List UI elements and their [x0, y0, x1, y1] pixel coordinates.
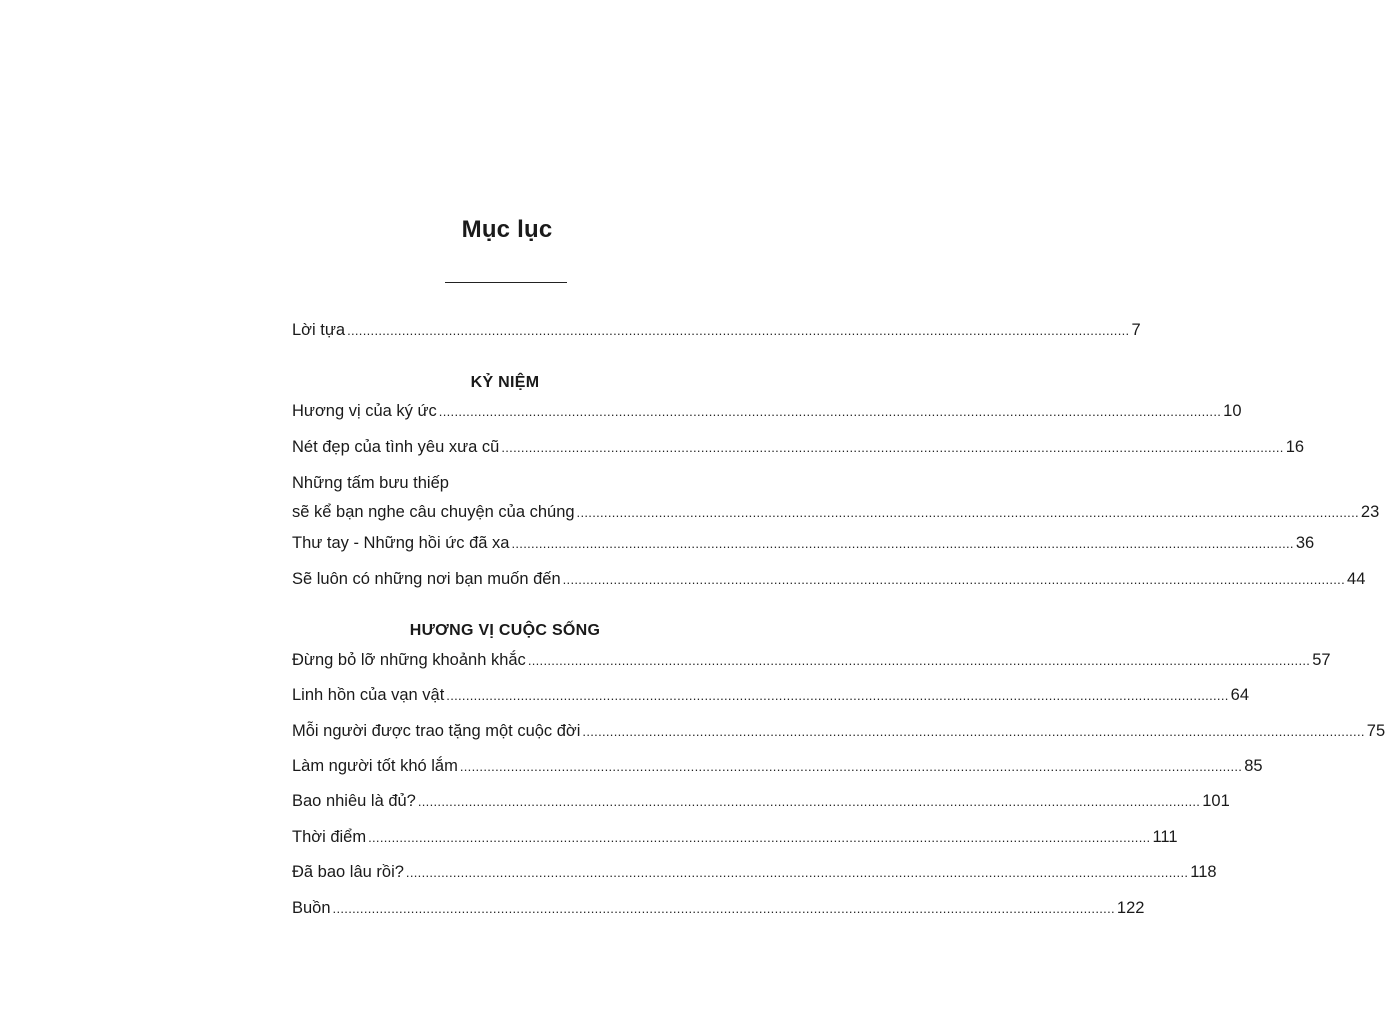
entry-label: Thư tay - Những hồi ức đã xa: [292, 534, 510, 552]
entry-label: Nét đẹp của tình yêu xưa cũ: [292, 438, 500, 456]
entry-label: Sẽ luôn có những nơi bạn muốn đến: [292, 570, 561, 588]
entry-label: Đã bao lâu rồi?: [292, 863, 404, 881]
dot-leader: ........................................................................................................................................................................................................: [368, 830, 1151, 845]
entry-page-number: 111: [1152, 828, 1178, 846]
dot-leader: ........................................................................................................................................................................................................: [459, 759, 1243, 774]
entry-label: Buồn: [292, 899, 331, 917]
entry-label: sẽ kể bạn nghe câu chuyện của chúng: [292, 503, 575, 521]
entry-label: Lời tựa: [292, 321, 346, 339]
dot-leader: ........................................................................................................................................................................................................: [347, 323, 1130, 338]
entry-page-number: 64: [1230, 686, 1250, 704]
entry-label: Linh hồn của vạn vật: [292, 686, 445, 704]
entry-label: Thời điểm: [292, 828, 367, 846]
toc-entry-preface[interactable]: [292, 320, 1141, 341]
toc-entry[interactable]: [292, 502, 1380, 523]
toc-entry[interactable]: [292, 756, 1263, 777]
entry-label-line1: Những tấm bưu thiếp: [292, 474, 449, 492]
toc-entry[interactable]: [292, 721, 1385, 742]
entry-page-number: 16: [1285, 438, 1305, 456]
toc-entry[interactable]: [292, 569, 1366, 590]
entry-label: Hương vị của ký ức: [292, 402, 437, 420]
dot-leader: ........................................................................................................................................................................................................: [527, 653, 1311, 668]
dot-leader: ........................................................................................................................................................................................................: [417, 794, 1201, 809]
entry-page-number: 118: [1190, 863, 1217, 881]
toc-entry[interactable]: [292, 437, 1305, 458]
dot-leader: ........................................................................................................................................................................................................: [511, 536, 1294, 551]
entry-page-number: 23: [1360, 503, 1380, 521]
entry-page-number: 75: [1366, 722, 1385, 740]
dot-leader: ........................................................................................................................................................................................................: [438, 404, 1222, 419]
entry-label: Mỗi người được trao tặng một cuộc đời: [292, 722, 581, 740]
toc-entry[interactable]: [292, 862, 1217, 883]
section-heading: HƯƠNG VỊ CUỘC SỐNG: [409, 622, 601, 639]
dot-leader: ........................................................................................................................................................................................................: [562, 572, 1346, 587]
dot-leader: ........................................................................................................................................................................................................: [501, 440, 1284, 455]
entry-page-number: 57: [1312, 651, 1331, 669]
toc-entry[interactable]: [292, 898, 1145, 919]
entry-label: Đừng bỏ lỡ những khoảnh khắc: [292, 651, 526, 669]
entry-page-number: 7: [1131, 321, 1141, 339]
entry-page-number: 85: [1244, 757, 1263, 775]
entry-label: Bao nhiêu là đủ?: [292, 792, 416, 810]
dot-leader: ........................................................................................................................................................................................................: [582, 724, 1365, 739]
dot-leader: ........................................................................................................................................................................................................: [332, 901, 1115, 916]
section-heading: KỶ NIỆM: [470, 374, 540, 391]
entry-page-number: 36: [1295, 534, 1315, 552]
toc-entry[interactable]: [292, 791, 1230, 812]
toc-entry[interactable]: [292, 827, 1178, 848]
toc-entry[interactable]: [292, 685, 1250, 706]
toc-entry[interactable]: [292, 533, 1315, 554]
entry-label: Làm người tốt khó lắm: [292, 757, 458, 775]
title-divider: [445, 282, 567, 283]
entry-page-number: 10: [1223, 402, 1242, 420]
entry-page-number: 122: [1116, 899, 1145, 917]
dot-leader: ........................................................................................................................................................................................................: [446, 688, 1229, 703]
toc-entry[interactable]: [292, 650, 1331, 671]
entry-page-number: 44: [1347, 570, 1366, 588]
dot-leader: ........................................................................................................................................................................................................: [405, 865, 1189, 880]
entry-page-number: 101: [1202, 792, 1230, 810]
dot-leader: ........................................................................................................................................................................................................: [576, 505, 1359, 520]
toc-entry[interactable]: [292, 401, 1242, 422]
page-title: Mục lục: [461, 216, 553, 243]
